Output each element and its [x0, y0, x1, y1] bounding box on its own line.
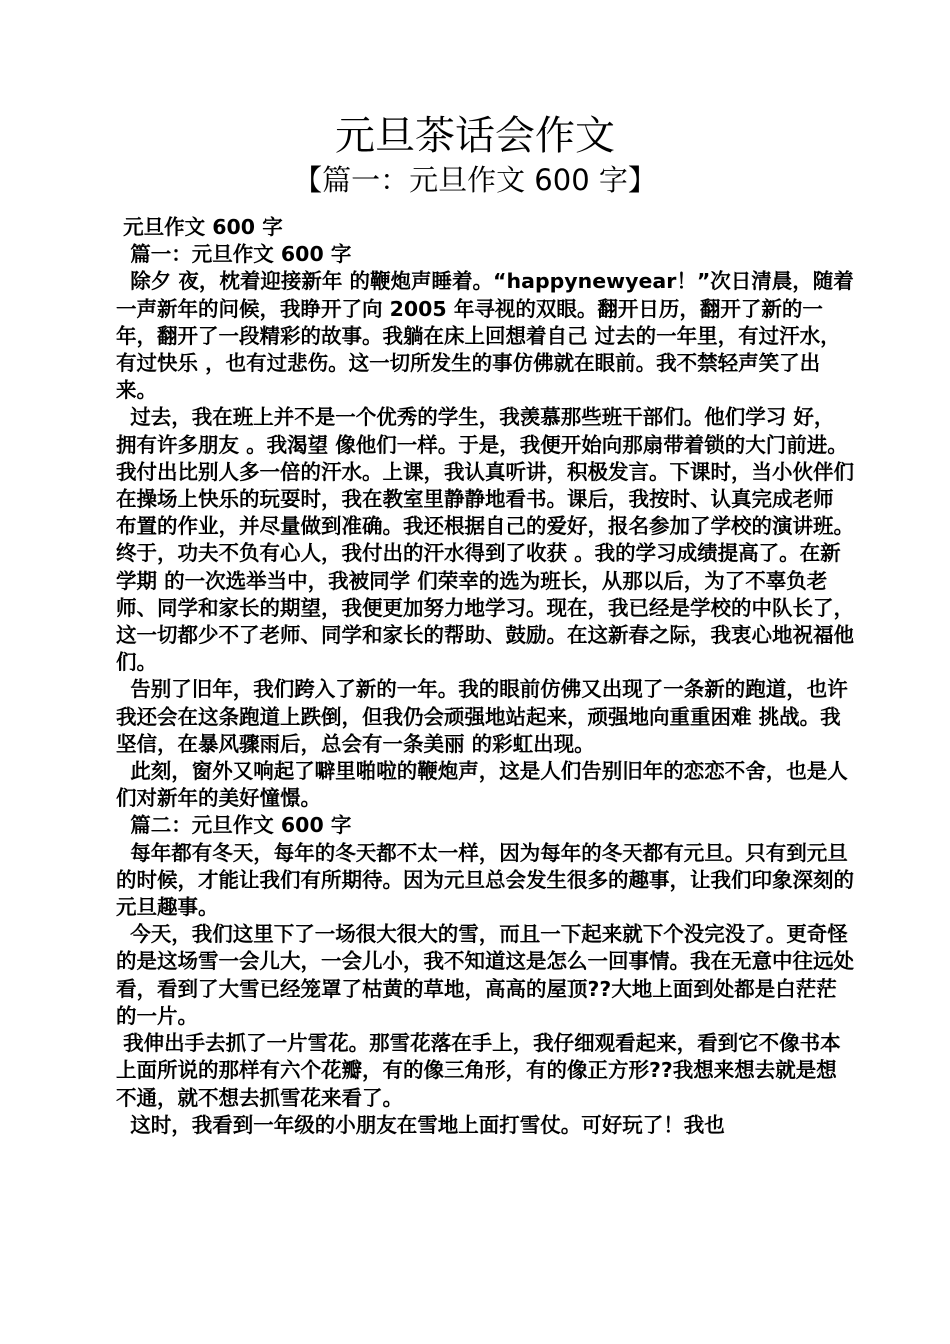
- essay-heading: 元旦作文 600 字: [116, 215, 283, 239]
- essay-body: [116, 214, 854, 1139]
- page-subtitle: 【篇一：元旦作文 600 字】: [293, 163, 657, 197]
- paragraph: 我伸出手去抓了一片雪花。那雪花落在手上，我仔细观看起来，看到它不像书本上面所说的那样有六个花瓣，有的像三角形，有的像正方形??我想来想去就是想不通，就不想去抓雪花来看了。: [116, 1031, 841, 1110]
- paragraph: 此刻，窗外又响起了噼里啪啦的鞭炮声，这是人们告别旧年的恋恋不舍，也是人们对新年的美好憧憬。: [116, 759, 848, 811]
- paragraph: 告别了旧年，我们跨入了新的一年。我的眼前仿佛又出现了一条新的跑道，也许我还会在这条跑道上跌倒，但我仍会顽强地站起来，顽强地向重重困难 挑战。我坚信，在暴风骤雨后，总会有一条美丽 的彩虹出现。: [116, 677, 848, 756]
- paragraph: 每年都有冬天，每年的冬天都不太一样，因为每年的冬天都有元旦。只有到元旦的时候，才能让我们有所期待。因为元旦总会发生很多的趣事，让我们印象深刻的元旦趣事。: [116, 840, 854, 920]
- section-heading: 篇二：元旦作文 600 字: [116, 813, 352, 838]
- paragraph: 这时，我看到一年级的小朋友在雪地上面打雪仗。可好玩了！我也: [116, 1112, 725, 1137]
- paragraph: 今天，我们这里下了一场很大很大的雪，而且一下起来就下个没完没了。更奇怪的是这场雪一会儿大，一会儿小，我不知道这是怎么一回事情。我在无意中往远处看，看到了大雪已经笼罩了枯黄的草地，高高的屋顶??大地上面到处都是白茫茫的一片。: [116, 922, 854, 1028]
- page-title: 元旦茶话会作文: [335, 113, 615, 159]
- paragraph: 过去，我在班上并不是一个优秀的学生，我羡慕那些班干部们。他们学习 好，拥有许多朋友 。我渴望 像他们一样。于是，我便开始向那扇带着锁的大门前进。我付出比别人多一倍的汗水。上课，我认真听讲，积极发言。下课时，当小伙伴们在操场上快乐的玩耍时，我在教室里静静地看书。课后，我按时、认真完成老师 布置的作业，并尽量做到准确。我还根据自己的爱好，报名参加了学校的演讲班。终于，功夫不负有心人，我付出的汗水得到了收获 。我的学习成绩提高了。在新学期 的一次选举当中，我被同学 们荣幸的选为班长，从那以后，为了不辜负老师、同学和家长的期望，我便更加努力地学习。现在，我已经是学校的中队长了，这一切都少不了老师、同学和家长的帮助、鼓励。在这新春之际，我衷心地祝福他们。: [116, 405, 854, 675]
- paragraph: 除夕 夜，枕着迎接新年 的鞭炮声睡着。“happynewyear！”次日清晨，随着一声新年的问候，我睁开了向 2005 年寻视的双眼。翻开日历，翻开了新的一年，翻开了一段精彩的故事。我躺在床上回想着自己 过去的一年里，有过汗水，有过快乐 ，也有过悲伤。这一切所发生的事仿佛就在眼前。我不禁轻声笑了出来。: [116, 269, 854, 403]
- section-heading: 篇一：元旦作文 600 字: [116, 242, 352, 267]
